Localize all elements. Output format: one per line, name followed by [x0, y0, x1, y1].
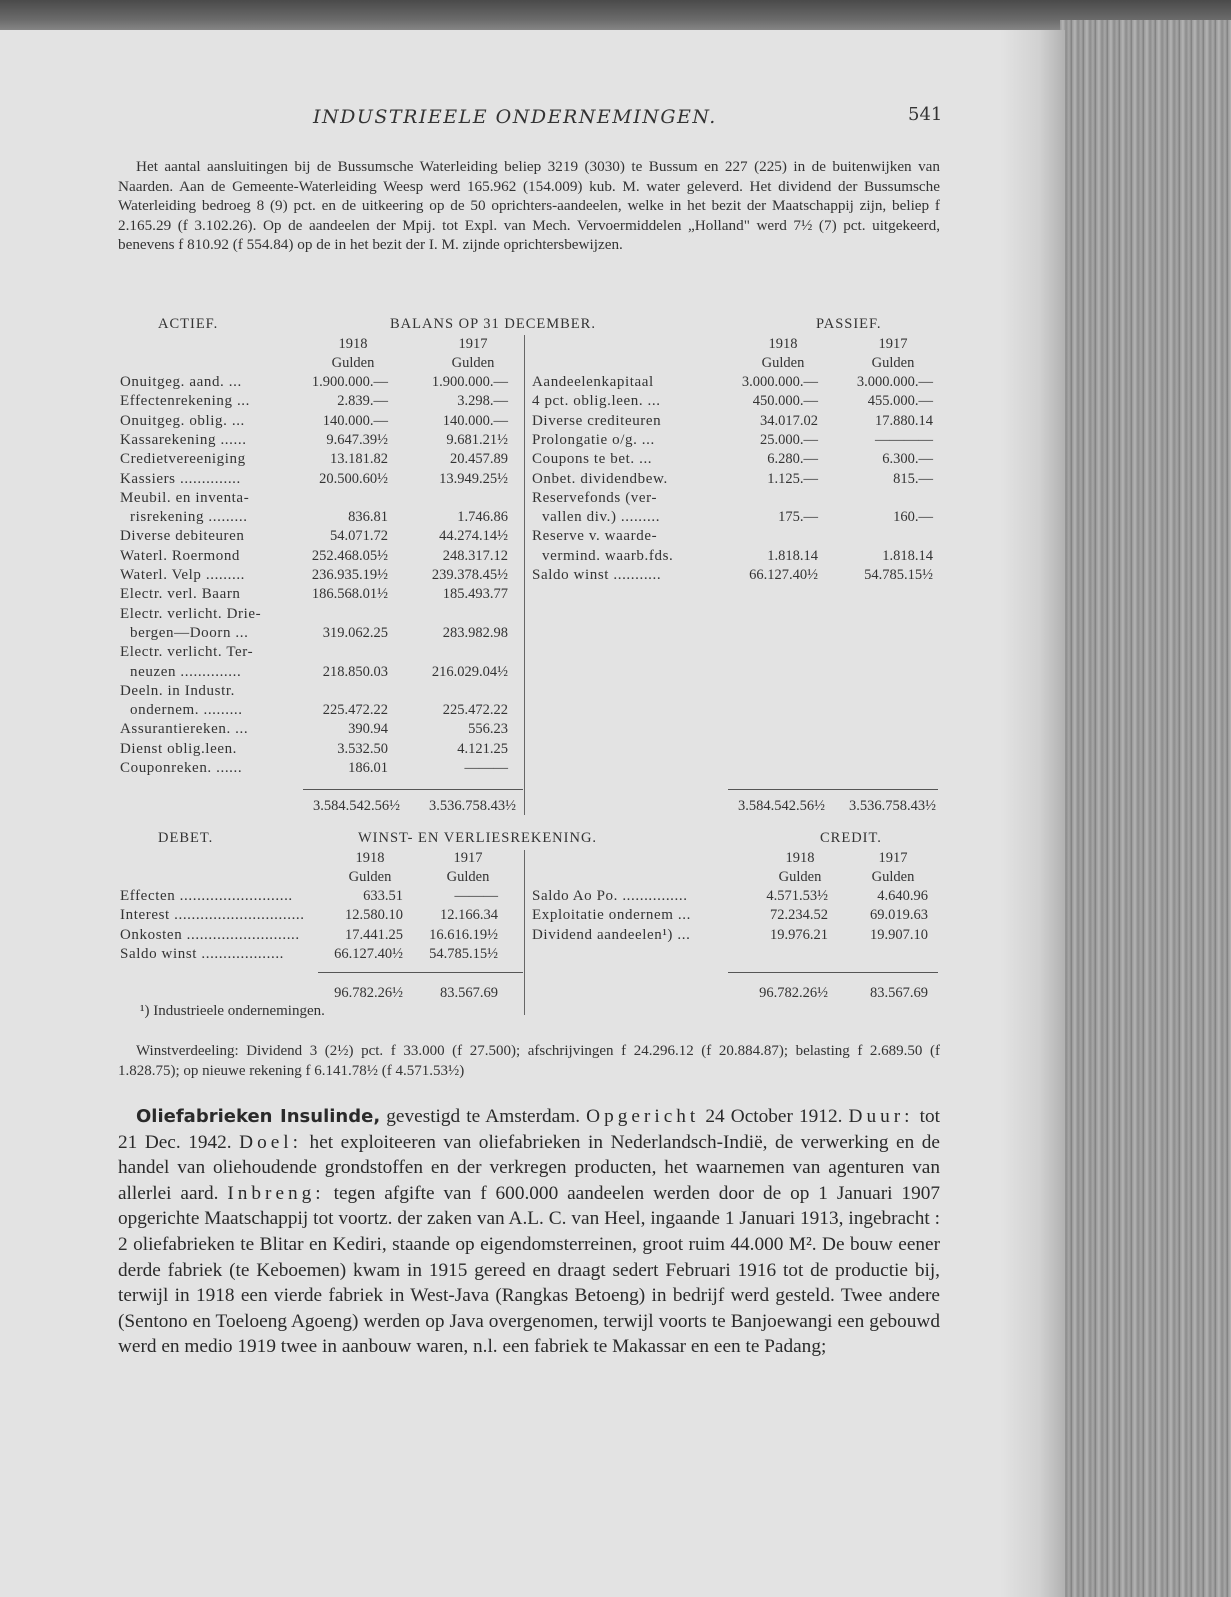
value-1917: 44.274.14½: [439, 528, 508, 545]
value-1917: ————: [875, 431, 933, 448]
value-1917: 248.317.12: [442, 547, 508, 564]
pl-unit-credit-1918: Gulden: [778, 869, 822, 885]
value-1918: 390.94: [348, 721, 388, 738]
pl-divider: [524, 850, 525, 1015]
value-1918: 4.571.53½: [766, 888, 828, 904]
pl-unit-debet-1918: Gulden: [348, 869, 392, 885]
value-1917: 185.493.77: [442, 586, 508, 603]
pl-unit-debet-1917: Gulden: [446, 869, 490, 885]
pl-year-1918-credit: 1918: [785, 850, 815, 866]
passief-total-rule: [728, 789, 938, 790]
pl-year-1918-debet: 1918: [355, 850, 385, 866]
debet-total-1918: 96.782.26½: [334, 985, 403, 1001]
value-1917: 6.300.—: [882, 451, 933, 468]
row-label: Interest ..............................: [120, 907, 305, 924]
keyword-duur: Duur:: [848, 1106, 914, 1127]
value-1918: 20.500.60½: [319, 470, 388, 487]
value-1918: 218.850.03: [322, 663, 388, 680]
value-1917: 455.000.—: [867, 393, 933, 410]
company-name: Oliefabrieken Insulinde,: [136, 1106, 381, 1127]
value-1918: 9.647.39½: [326, 431, 388, 448]
value-1918: 3.532.50: [337, 740, 388, 757]
book-page-edges: [1060, 20, 1231, 1597]
row-label: Credietvereeniging: [120, 451, 246, 468]
value-1918: 66.127.40½: [749, 567, 818, 583]
company-text-1: gevestigd te Amsterdam.: [380, 1106, 587, 1127]
value-1917: 160.—: [893, 509, 933, 526]
passief-header: PASSIEF.: [816, 316, 882, 332]
row-label: Reservefonds (ver-: [532, 489, 658, 506]
value-1917: 19.907.10: [870, 926, 928, 943]
debet-total-1917: 83.567.69: [440, 985, 498, 1001]
winstverdeeling-paragraph: Winstverdeeling: Dividend 3 (2½) pct. f 33.000 (f 27.500); afschrijvingen f 24.296.12 (f 20.884.87); belasting f 2.689.50 (f 1.828.75); op nieuwe rekening f 6.141.78½ (f 4.571.53½): [118, 1043, 940, 1079]
value-1917: 283.982.98: [442, 624, 508, 641]
value-1918: 34.017.02: [760, 412, 818, 429]
company-text-4: het exploiteeren van oliefabrieken in Nederlandsch-Indië, de verwerking en de handel van oliehoudende grondstoffen en der verkregen producten, het waarnemen van agenturen van allerlei aard.: [118, 1131, 940, 1204]
page-gutter-shade: [1000, 30, 1065, 1597]
row-label-continued: vallen div.) .........: [542, 509, 661, 526]
credit-header: CREDIT.: [820, 830, 882, 846]
value-1917: 815.—: [893, 470, 933, 487]
value-1917: 140.000.—: [442, 412, 508, 429]
passief-total-1918: 3.584.542.56½: [738, 798, 825, 814]
company-text-3: tot 21 Dec. 1942.: [118, 1106, 940, 1153]
page-number: 541: [908, 104, 943, 125]
value-1917: 216.029.04½: [431, 663, 508, 680]
row-label: Diverse crediteuren: [532, 412, 662, 429]
value-1917: 12.166.34: [440, 907, 498, 924]
value-1917: 239.378.45½: [431, 567, 508, 583]
company-text-5: tegen afgifte van f 600.000 aandeelen werden door de op 1 Januari 1907 opgerichte Maatschappij tot voortz. der zaken van A.L. C. van Heel, ingaande 1 Januari 1913, ingebracht : 2 oliefabrieken te Blitar en Kediri, staande op eigendomsterreinen, groot ruim 44.000 M². De bouw eener derde fabriek (te Keboemen) kwam in 1915 gereed en draagt sedert Februari 1916 tot de productie bij, terwijl in 1918 een vierde fabriek in West-Java (Rangkas Betoeng) in bedrijf werd gesteld. Twee andere (Sentono en Toeloeng Agoeng) werden op Java overgenomen, terwijl voorts te Banjoewangi een gebouwd werd en medio 1919 twee in aanbouw waren, n.l. een fabriek te Makassar en een te Padang;: [118, 1182, 940, 1358]
passief-total-1917: 3.536.758.43½: [849, 798, 936, 814]
value-1917: 13.949.25½: [439, 470, 508, 487]
row-label: Onbet. dividendbew.: [532, 470, 668, 487]
value-1918: 225.472.22: [322, 702, 388, 719]
value-1918: 175.—: [778, 509, 818, 526]
row-label: Onuitgeg. oblig. ...: [120, 412, 245, 429]
row-label: Effecten ..........................: [120, 888, 293, 904]
pl-title: WINST- EN VERLIESREKENING.: [358, 830, 598, 846]
row-label: Dienst oblig.leen.: [120, 740, 238, 757]
balance-title: BALANS OP 31 DECEMBER.: [390, 316, 596, 332]
row-label: Prolongatie o/g. ...: [532, 431, 655, 448]
value-1917: 1.818.14: [882, 547, 933, 564]
value-1918: 1.900.000.—: [311, 374, 388, 390]
row-label: Waterl. Roermond: [120, 547, 241, 564]
keyword-inbreng: Inbreng:: [227, 1182, 325, 1204]
year-1917-actief: 1917: [458, 336, 488, 352]
row-label: Saldo winst ...................: [120, 945, 285, 962]
value-1917: 556.23: [468, 721, 508, 738]
value-1917: 3.000.000.—: [856, 374, 933, 390]
row-label: Dividend aandeelen¹) ...: [532, 926, 691, 943]
credit-total-1918: 96.782.26½: [759, 985, 828, 1001]
value-1918: 252.468.05½: [311, 547, 388, 564]
unit-passief-1918: Gulden: [761, 355, 805, 371]
value-1917: 54.785.15½: [864, 567, 933, 583]
value-1917: ———: [464, 760, 508, 776]
value-1917: 3.298.—: [457, 393, 508, 410]
value-1918: 836.81: [348, 509, 388, 526]
value-1917: 20.457.89: [450, 451, 508, 468]
value-1918: 186.01: [348, 760, 388, 776]
value-1918: 12.580.10: [345, 907, 403, 924]
value-1918: 19.976.21: [770, 926, 828, 943]
credit-total-rule: [728, 972, 938, 973]
row-label: Meubil. en inventa-: [120, 489, 250, 506]
pl-year-1917-debet: 1917: [453, 850, 483, 866]
actief-total-1917: 3.536.758.43½: [429, 798, 516, 814]
book-top-edge: [0, 0, 1231, 32]
unit-actief-1918: Gulden: [331, 355, 375, 371]
pl-unit-credit-1917: Gulden: [871, 869, 915, 885]
row-label: Effectenrekening ...: [120, 393, 251, 410]
value-1918: 633.51: [363, 888, 403, 904]
value-1918: 3.000.000.—: [741, 374, 818, 390]
unit-actief-1917: Gulden: [451, 355, 495, 371]
row-label: Waterl. Velp .........: [120, 567, 246, 583]
actief-header: ACTIEF.: [158, 316, 219, 332]
row-label: Saldo Ao Po. ...............: [532, 888, 688, 904]
row-label: Electr. verlicht. Drie-: [120, 605, 262, 622]
row-label: Assurantiereken. ...: [120, 721, 249, 738]
debet-header: DEBET.: [158, 830, 214, 846]
row-label-continued: bergen—Doorn ...: [130, 624, 249, 641]
value-1918: 236.935.19½: [311, 567, 388, 583]
actief-total-1918: 3.584.542.56½: [313, 798, 400, 814]
row-label: Onuitgeg. aand. ...: [120, 374, 242, 390]
footnote: ¹) Industrieele ondernemingen.: [140, 1003, 325, 1019]
row-label: Kassarekening ......: [120, 431, 247, 448]
company-text-2: 24 October 1912.: [699, 1106, 849, 1127]
row-label: Coupons te bet. ...: [532, 451, 653, 468]
value-1917: 225.472.22: [442, 702, 508, 719]
value-1917: 16.616.19½: [429, 926, 498, 943]
value-1917: 54.785.15½: [429, 945, 498, 962]
value-1918: 6.280.—: [767, 451, 818, 468]
value-1917: 17.880.14: [875, 412, 933, 429]
company-entry-oliefabrieken-insulinde: [118, 1104, 940, 1360]
value-1917: 1.900.000.—: [431, 374, 508, 390]
value-1918: 25.000.—: [760, 431, 818, 448]
value-1918: 2.839.—: [337, 393, 388, 410]
value-1918: 72.234.52: [770, 907, 828, 924]
row-label-continued: vermind. waarb.fds.: [542, 547, 674, 564]
debet-total-rule: [318, 972, 523, 973]
actief-total-rule: [303, 789, 523, 790]
pl-year-1917-credit: 1917: [878, 850, 908, 866]
value-1917: 1.746.86: [457, 509, 508, 526]
value-1918: 140.000.—: [322, 412, 388, 429]
balance-divider: [524, 335, 525, 815]
value-1918: 319.062.25: [322, 624, 388, 641]
keyword-doel: Doel:: [239, 1131, 302, 1153]
value-1917: 69.019.63: [870, 907, 928, 924]
row-label: Kassiers ..............: [120, 470, 241, 487]
row-label: 4 pct. oblig.leen. ...: [532, 393, 661, 410]
row-label: Exploitatie ondernem ...: [532, 907, 691, 924]
row-label: Onkosten ..........................: [120, 926, 300, 943]
unit-passief-1917: Gulden: [871, 355, 915, 371]
value-1918: 450.000.—: [752, 393, 818, 410]
value-1917: ———: [454, 888, 498, 904]
row-label: Reserve v. waarde-: [532, 528, 658, 545]
row-label: Saldo winst ...........: [532, 567, 662, 583]
value-1918: 54.071.72: [330, 528, 388, 545]
row-label: Electr. verl. Baarn: [120, 586, 241, 603]
intro-paragraph: Het aantal aansluitingen bij de Bussumsche Waterleiding beliep 3219 (3030) te Bussum en 227 (225) in de buitenwijken van Naarden. Aan de Gemeente-Waterleiding Weesp werd 165.962 (154.009) kub. M. water geleverd. Het dividend der Bussumsche Waterleiding bedroeg 8 (9) pct. en de uitkeering op de 50 oprichters-aandeelen, welke in het bezit der Maatschappij zijn, beliep f 2.165.29 (f 3.102.26). Op de aandeelen der Mpij. tot Expl. van Mech. Vervoermiddelen „Holland" werd 7½ (7) pct. uitgekeerd, benevens f 810.92 (f 554.84) op de in het bezit der I. M. zijnde oprichtersbewijzen.: [118, 158, 940, 254]
row-label: Couponreken. ......: [120, 760, 243, 776]
row-label-continued: neuzen ..............: [130, 663, 242, 680]
value-1917: 4.121.25: [457, 740, 508, 757]
year-1918-passief: 1918: [768, 336, 798, 352]
row-label: Diverse debiteuren: [120, 528, 245, 545]
value-1918: 186.568.01½: [311, 586, 388, 603]
value-1918: 66.127.40½: [334, 945, 403, 962]
row-label-continued: ondernem. .........: [130, 702, 243, 719]
credit-total-1917: 83.567.69: [870, 985, 928, 1001]
row-label: Electr. verlicht. Ter-: [120, 644, 254, 661]
value-1917: 9.681.21½: [446, 431, 508, 448]
value-1918: 13.181.82: [330, 451, 388, 468]
value-1918: 17.441.25: [345, 926, 403, 943]
row-label: Deeln. in Industr.: [120, 682, 235, 699]
value-1918: 1.818.14: [767, 547, 818, 564]
value-1917: 4.640.96: [877, 888, 928, 904]
row-label: Aandeelenkapitaal: [532, 374, 654, 390]
row-label-continued: risrekening .........: [130, 509, 248, 526]
value-1918: 1.125.—: [767, 470, 818, 487]
year-1917-passief: 1917: [878, 336, 908, 352]
year-1918-actief: 1918: [338, 336, 368, 352]
running-head: INDUSTRIEELE ONDERNEMINGEN.: [313, 106, 717, 128]
keyword-opgericht: Opgericht: [586, 1106, 700, 1127]
